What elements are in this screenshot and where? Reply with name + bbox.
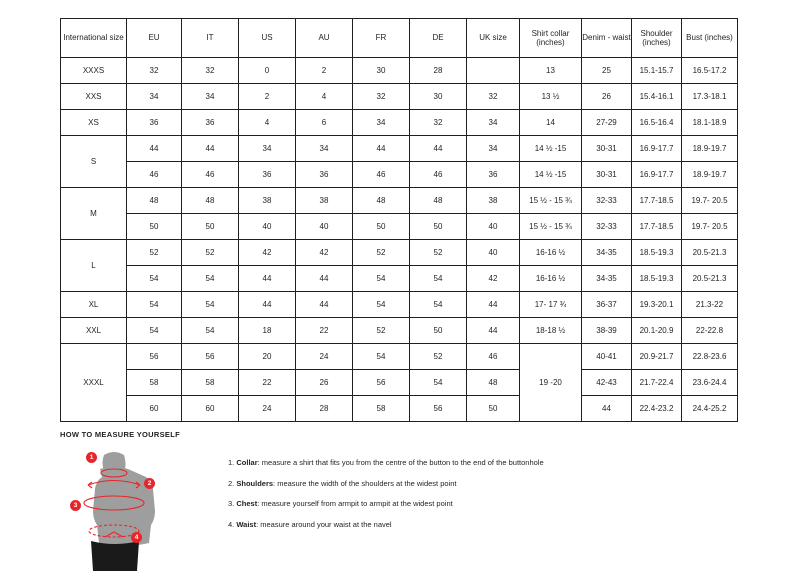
- cell: 36: [296, 162, 353, 188]
- cell: 20.1-20.9: [632, 318, 682, 344]
- cell: 54: [410, 292, 467, 318]
- column-header: AU: [296, 19, 353, 58]
- table-row: [61, 110, 738, 136]
- cell: 15.1-15.7: [632, 58, 682, 84]
- cell: 54: [182, 266, 239, 292]
- cell: 52: [353, 318, 410, 344]
- cell: 34: [353, 110, 410, 136]
- cell: 34-35: [582, 240, 632, 266]
- cell: 54: [353, 344, 410, 370]
- cell: 32: [467, 84, 520, 110]
- size-label: XXL: [61, 318, 127, 344]
- cell: 48: [353, 188, 410, 214]
- cell: 32: [353, 84, 410, 110]
- table-header-row: [61, 19, 738, 58]
- cell: 16.5-16.4: [632, 110, 682, 136]
- table-row: [61, 240, 738, 266]
- cell: 19 -20: [520, 344, 582, 422]
- cell: 44: [182, 136, 239, 162]
- cell: 46: [410, 162, 467, 188]
- cell: 22.4-23.2: [632, 396, 682, 422]
- cell: 56: [182, 344, 239, 370]
- table-row: [61, 58, 738, 84]
- cell: 16-16 ½: [520, 266, 582, 292]
- step-number: 3.: [228, 499, 235, 508]
- cell: 34: [467, 110, 520, 136]
- cell: 50: [127, 214, 182, 240]
- marker-4: 4: [131, 532, 142, 543]
- step-text: : measure a shirt that fits you from the centre of the button to the end of the buttonhole: [257, 458, 544, 467]
- step-text: : measure the width of the shoulders at the widest point: [273, 478, 457, 488]
- cell: 14: [520, 110, 582, 136]
- cell: 16-16 ½: [520, 240, 582, 266]
- cell: 24: [239, 396, 296, 422]
- cell: 0: [239, 58, 296, 84]
- cell: 56: [410, 396, 467, 422]
- cell: 54: [182, 318, 239, 344]
- cell: 48: [127, 188, 182, 214]
- cell: 40: [296, 214, 353, 240]
- column-header: EU: [127, 19, 182, 58]
- cell: 16.9-17.7: [632, 136, 682, 162]
- marker-2: 2: [144, 478, 155, 489]
- cell: 18.1-18.9: [682, 110, 738, 136]
- cell: 17.7-18.5: [632, 214, 682, 240]
- cell: 30: [410, 84, 467, 110]
- cell: 40: [239, 214, 296, 240]
- cell: 44: [239, 292, 296, 318]
- cell: 52: [353, 240, 410, 266]
- cell: 36: [182, 110, 239, 136]
- marker-3: 3: [70, 500, 81, 511]
- size-label: XS: [61, 110, 127, 136]
- cell: 52: [410, 344, 467, 370]
- cell: 44: [296, 266, 353, 292]
- step-number: 4.: [228, 519, 235, 529]
- cell: 26: [296, 370, 353, 396]
- cell: 44: [467, 292, 520, 318]
- cell: 34: [239, 136, 296, 162]
- cell: 14 ½ -15: [520, 136, 582, 162]
- section-title: HOW TO MEASURE YOURSELF: [60, 430, 180, 439]
- cell: 36: [467, 162, 520, 188]
- list-item: [228, 521, 544, 529]
- cell: 28: [410, 58, 467, 84]
- cell: 30: [353, 58, 410, 84]
- table-row: [61, 266, 738, 292]
- cell: 60: [127, 396, 182, 422]
- column-header: DE: [410, 19, 467, 58]
- cell: 2: [239, 84, 296, 110]
- step-number: 2.: [228, 478, 235, 488]
- measure-steps-list: [228, 459, 544, 541]
- cell: 32-33: [582, 188, 632, 214]
- cell: 38-39: [582, 318, 632, 344]
- cell: 52: [182, 240, 239, 266]
- table-row: [61, 84, 738, 110]
- cell: 25: [582, 58, 632, 84]
- step-number: 1.: [228, 458, 235, 467]
- cell: 54: [127, 318, 182, 344]
- cell: 44: [467, 318, 520, 344]
- cell: 30-31: [582, 136, 632, 162]
- cell: 34: [296, 136, 353, 162]
- cell: 48: [410, 188, 467, 214]
- column-header: International size: [61, 19, 127, 58]
- column-header: UK size: [467, 19, 520, 58]
- step-text: : measure yourself from armpit to armpit at the widest point: [257, 499, 453, 508]
- cell: 52: [410, 240, 467, 266]
- column-header: Shoulder (inches): [632, 19, 682, 58]
- cell: 34: [127, 84, 182, 110]
- cell: 20.5-21.3: [682, 240, 738, 266]
- cell: 4: [296, 84, 353, 110]
- table-row: [61, 188, 738, 214]
- size-label: L: [61, 240, 127, 292]
- cell: 20.5-21.3: [682, 266, 738, 292]
- size-label: S: [61, 136, 127, 188]
- size-chart-table: [60, 18, 738, 422]
- cell: 19.7- 20.5: [682, 188, 738, 214]
- cell: 30-31: [582, 162, 632, 188]
- column-header: IT: [182, 19, 239, 58]
- cell: 56: [353, 370, 410, 396]
- step-term: Collar: [236, 458, 258, 467]
- cell: 60: [182, 396, 239, 422]
- cell: 20.9-21.7: [632, 344, 682, 370]
- cell: 50: [467, 396, 520, 422]
- cell: 24: [296, 344, 353, 370]
- table-row: [61, 214, 738, 240]
- cell: 36: [239, 162, 296, 188]
- torso-diagram-icon: [60, 449, 170, 574]
- cell: 32-33: [582, 214, 632, 240]
- marker-1: 1: [86, 452, 97, 463]
- cell: 13 ½: [520, 84, 582, 110]
- table-row: [61, 136, 738, 162]
- cell: 36: [127, 110, 182, 136]
- cell: 16.5-17.2: [682, 58, 738, 84]
- cell: 38: [467, 188, 520, 214]
- cell: 4: [239, 110, 296, 136]
- cell: 34: [467, 136, 520, 162]
- cell: 14 ½ -15: [520, 162, 582, 188]
- cell: 22-22.8: [682, 318, 738, 344]
- cell: 46: [182, 162, 239, 188]
- cell: 26: [582, 84, 632, 110]
- step-term: Shoulders: [236, 478, 274, 488]
- cell: 44: [127, 136, 182, 162]
- cell: 48: [467, 370, 520, 396]
- cell: 40: [467, 240, 520, 266]
- list-item: [228, 500, 544, 508]
- cell: 42: [239, 240, 296, 266]
- cell: 21.7-22.4: [632, 370, 682, 396]
- cell: 38: [239, 188, 296, 214]
- cell: 24.4-25.2: [682, 396, 738, 422]
- step-term: Waist: [236, 519, 257, 529]
- cell: 17- 17 ¾: [520, 292, 582, 318]
- table-row: [61, 396, 738, 422]
- list-item: [228, 459, 544, 467]
- cell: 44: [353, 136, 410, 162]
- cell: 44: [582, 396, 632, 422]
- column-header: Shirt collar (inches): [520, 19, 582, 58]
- cell: 54: [410, 370, 467, 396]
- cell: 15.4-16.1: [632, 84, 682, 110]
- step-term: Chest: [236, 499, 258, 508]
- cell: 22.8-23.6: [682, 344, 738, 370]
- cell: 50: [410, 318, 467, 344]
- cell: 21.3-22: [682, 292, 738, 318]
- measure-body: [60, 449, 760, 569]
- cell: 46: [127, 162, 182, 188]
- cell: 20: [239, 344, 296, 370]
- cell: 19.7- 20.5: [682, 214, 738, 240]
- cell: 18.5-19.3: [632, 240, 682, 266]
- size-label: XXXL: [61, 344, 127, 422]
- cell: 15 ½ - 15 ¾: [520, 188, 582, 214]
- cell: 52: [127, 240, 182, 266]
- column-header: Denim - waist: [582, 19, 632, 58]
- cell: 58: [127, 370, 182, 396]
- cell: 2: [296, 58, 353, 84]
- cell: 56: [127, 344, 182, 370]
- cell: 27-29: [582, 110, 632, 136]
- cell: 40-41: [582, 344, 632, 370]
- cell: 54: [353, 292, 410, 318]
- cell: 13: [520, 58, 582, 84]
- cell: 44: [239, 266, 296, 292]
- cell: 18.5-19.3: [632, 266, 682, 292]
- table-row: [61, 162, 738, 188]
- cell: [467, 58, 520, 84]
- body-figure: [60, 449, 170, 569]
- cell: 17.7-18.5: [632, 188, 682, 214]
- cell: 36-37: [582, 292, 632, 318]
- cell: 54: [410, 266, 467, 292]
- cell: 42-43: [582, 370, 632, 396]
- cell: 50: [353, 214, 410, 240]
- step-text: : measure around your waist at the navel: [256, 519, 392, 529]
- cell: 50: [182, 214, 239, 240]
- cell: 22: [239, 370, 296, 396]
- table-row: [61, 344, 738, 370]
- size-label: XXS: [61, 84, 127, 110]
- cell: 42: [296, 240, 353, 266]
- cell: 22: [296, 318, 353, 344]
- how-to-measure-section: [60, 430, 760, 569]
- column-header: US: [239, 19, 296, 58]
- table-row: [61, 292, 738, 318]
- cell: 54: [182, 292, 239, 318]
- size-label: M: [61, 188, 127, 240]
- cell: 54: [127, 292, 182, 318]
- cell: 34: [182, 84, 239, 110]
- cell: 54: [127, 266, 182, 292]
- column-header: Bust (inches): [682, 19, 738, 58]
- cell: 18.9-19.7: [682, 136, 738, 162]
- column-header: FR: [353, 19, 410, 58]
- table-row: [61, 370, 738, 396]
- cell: 50: [410, 214, 467, 240]
- cell: 58: [353, 396, 410, 422]
- cell: 28: [296, 396, 353, 422]
- cell: 6: [296, 110, 353, 136]
- list-item: [228, 480, 544, 488]
- cell: 44: [410, 136, 467, 162]
- cell: 16.9-17.7: [632, 162, 682, 188]
- cell: 18-18 ½: [520, 318, 582, 344]
- cell: 46: [353, 162, 410, 188]
- cell: 40: [467, 214, 520, 240]
- size-label: XXXS: [61, 58, 127, 84]
- cell: 32: [182, 58, 239, 84]
- cell: 58: [182, 370, 239, 396]
- cell: 32: [410, 110, 467, 136]
- cell: 23.6-24.4: [682, 370, 738, 396]
- cell: 48: [182, 188, 239, 214]
- cell: 19.3-20.1: [632, 292, 682, 318]
- cell: 44: [296, 292, 353, 318]
- cell: 38: [296, 188, 353, 214]
- table-row: [61, 318, 738, 344]
- cell: 46: [467, 344, 520, 370]
- cell: 18: [239, 318, 296, 344]
- cell: 34-35: [582, 266, 632, 292]
- size-label: XL: [61, 292, 127, 318]
- cell: 32: [127, 58, 182, 84]
- cell: 15 ½ - 15 ¾: [520, 214, 582, 240]
- cell: 54: [353, 266, 410, 292]
- cell: 17.3-18.1: [682, 84, 738, 110]
- cell: 18.9-19.7: [682, 162, 738, 188]
- cell: 42: [467, 266, 520, 292]
